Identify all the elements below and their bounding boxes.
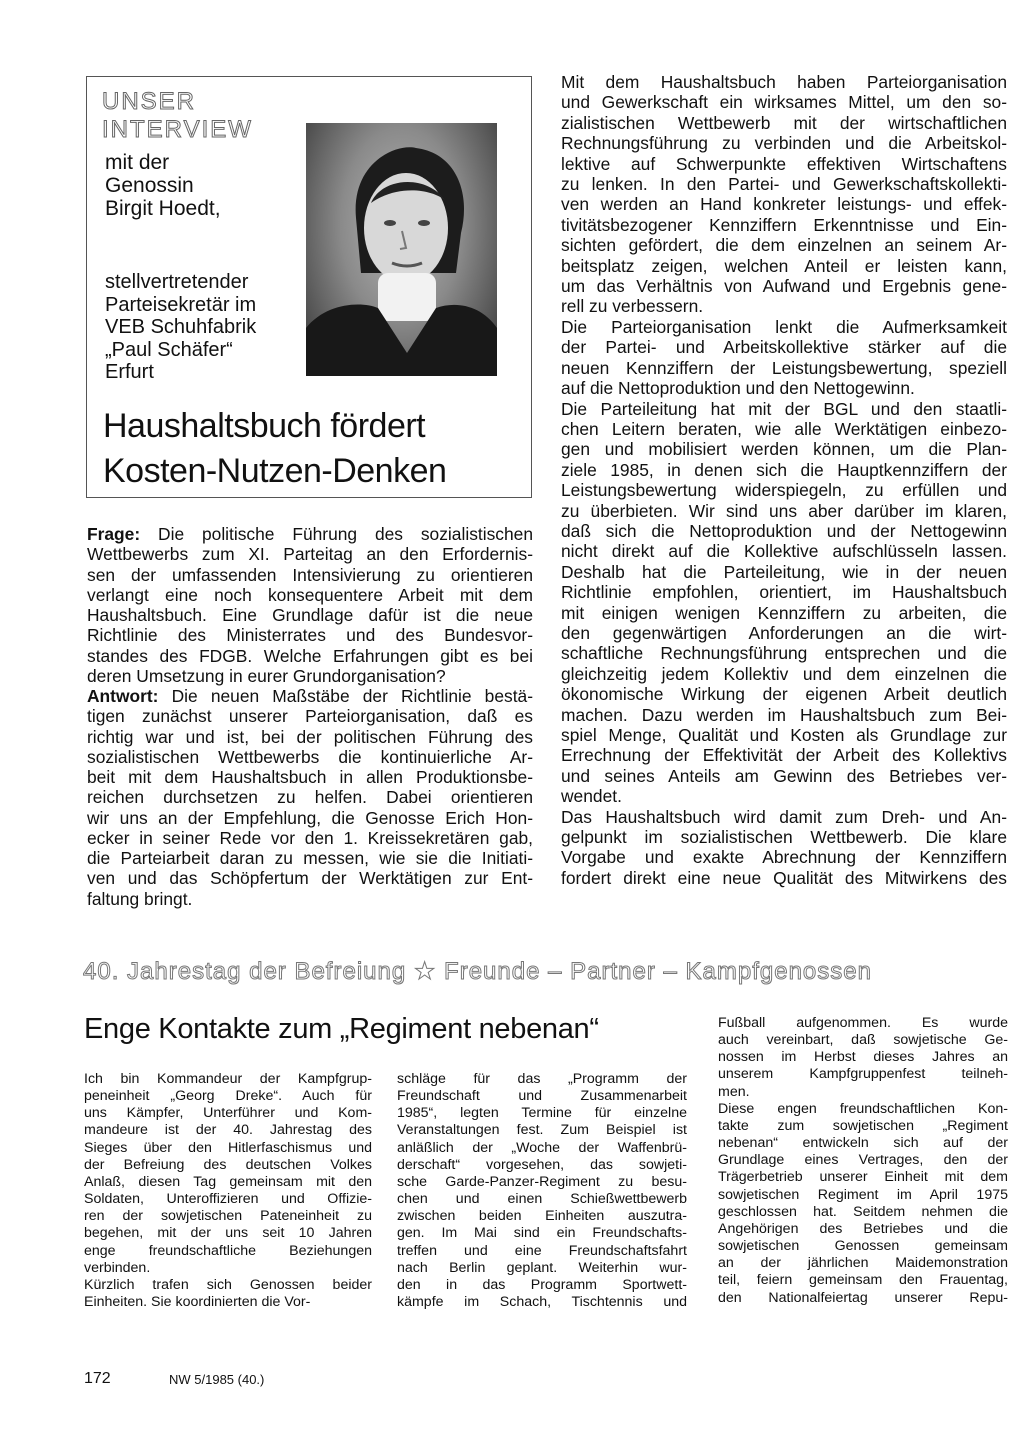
text-line: zu lenken. In den Partei- und Gewerkschaftskollekti- xyxy=(561,174,1007,195)
interviewee-role xyxy=(105,271,256,384)
article-column-3 xyxy=(718,1015,1008,1307)
paragraph xyxy=(718,1015,1008,1101)
text-line: Ich bin Kommandeur der Kampfgrup- xyxy=(84,1071,372,1087)
answer-line: die Parteiarbeit daran zu messen, wie sie die Initiati- xyxy=(87,848,533,868)
text-line: der Befreiung des deutschen Volkes xyxy=(84,1156,372,1173)
text-line: nach Berlin geplant. Weiterhin wur- xyxy=(397,1259,687,1276)
text-line: Rechnungsführung zu verbinden und die Arbeitskol- xyxy=(561,133,1007,154)
text-line: daß sich die Nettoproduktion und der Nettogewinn xyxy=(561,520,1007,541)
paragraph xyxy=(718,1101,1008,1307)
answer-line: wir uns an der Empfehlung, die Genosse Erich Hon- xyxy=(87,807,533,828)
paragraph xyxy=(561,399,1007,807)
interview-headline xyxy=(103,404,523,494)
paragraph xyxy=(561,807,1007,889)
intro-line: mit der xyxy=(105,151,170,174)
text-line: auf die Nettoproduktion und den Nettogewinn. xyxy=(561,378,915,399)
kicker-line: UNSER xyxy=(102,88,197,115)
text-line: und Gewerkschaft ein wirksames Mittel, um den so- xyxy=(561,92,1007,113)
text-line: unserem Kampfgruppenfest teilneh- xyxy=(718,1066,1008,1083)
paragraph xyxy=(561,317,1007,399)
answer-line: ven und das Schöpfertum der Werktätigen zur Ent- xyxy=(87,868,533,889)
answer-line: reichen durchsetzen zu helfen. Dabei orientieren xyxy=(87,787,533,808)
text-line: Deshalb hat die Parteileitung, wie in der neuen xyxy=(561,561,1007,582)
text-line: neuen Kennziffern der Leistungsbewertung, speziell xyxy=(561,357,1007,378)
text-line: zialistischen Wettbewerb mit der wirtschaftlichen xyxy=(561,112,1007,133)
text-line: zu überbieten. Wir sind uns aber darüber im klaren, xyxy=(561,500,1007,521)
question-line: Richtlinie des Ministerrates und des Bundesvor- xyxy=(87,625,533,646)
text-line: Trägerbetrieb unserer Einheit mit dem xyxy=(718,1169,1008,1186)
text-line: gen. Im Mai sind ein Freundschafts- xyxy=(397,1225,687,1242)
text-line: Mit dem Haushaltsbuch haben Parteiorganisation xyxy=(561,72,1007,92)
interview-kicker xyxy=(102,88,253,144)
text-line: Das Haushaltsbuch wird damit zum Dreh- und An- xyxy=(561,806,1007,827)
interviewee-intro xyxy=(105,151,221,220)
text-line: sche Garde-Panzer-Regiment zu besu- xyxy=(397,1173,687,1190)
question-first-line xyxy=(87,524,533,544)
answer-first-text: Die neuen Maßstäbe der Richtlinie bestä- xyxy=(158,686,533,706)
text-line: Anlaß, diesen Tag gemeinsam mit den xyxy=(84,1173,372,1190)
text-line: Sieges über den Hitlerfaschismus und xyxy=(84,1139,372,1156)
text-line: spiel Menge, Qualität und Kosten als Grundlage zur xyxy=(561,725,1007,745)
text-line: gleichzeitig jedem Kollektiv und dem einzelnen die xyxy=(561,663,1007,684)
role-line: Erfurt xyxy=(105,361,154,383)
text-line: nebenan“ entwickeln sich auf der xyxy=(718,1135,1008,1152)
text-line: Die Parteiorganisation lenkt die Aufmerksamkeit xyxy=(561,316,1007,337)
text-line: enge freundschaftliche Beziehungen xyxy=(84,1242,372,1259)
text-line: Vorgabe und exakte Abrechnung der Kennziffern xyxy=(561,847,1007,868)
question-line: verlangt eine noch konsequentere Arbeit mit dem xyxy=(87,584,533,605)
text-line: kämpfe im Schach, Tischtennis und xyxy=(397,1294,687,1311)
text-line: tivitätsbezogener Kennziffern Erkenntnisse und Ein- xyxy=(561,214,1007,235)
text-line: men. xyxy=(718,1083,750,1100)
text-line: schläge für das „Programm der xyxy=(397,1071,687,1087)
text-line: schaftliche Rechnungsführung entsprechen und die xyxy=(561,643,1007,664)
text-line: auch vereinbart, daß sowjetische Ge- xyxy=(718,1032,1008,1049)
answer-line: richtig war und ist, bei der politischen Führung des xyxy=(87,726,533,747)
text-line: Veranstaltungen fest. Zum Beispiel ist xyxy=(397,1122,687,1139)
text-line: ven werden an Hand konkreter leistungs- und effek- xyxy=(561,194,1007,215)
text-line: den Nationalfeiertag unserer Repu- xyxy=(718,1289,1008,1306)
text-line: fordert direkt eine neue Qualität des Mitwirkens des xyxy=(561,867,1007,888)
answer-line: ecker in seiner Rede vor den 1. Kreissekretären gab, xyxy=(87,827,533,848)
text-line: Grundlage eines Vertrages, den der xyxy=(718,1152,1008,1169)
text-line: ökonomische Wirkung der eigenen Arbeit deutlich xyxy=(561,684,1007,705)
text-line: nicht direkt auf die Kollektive aufschlüsseln lassen. xyxy=(561,541,1007,562)
text-line: Freundschaft und Zusammenarbeit xyxy=(397,1088,687,1105)
text-line: verbinden. xyxy=(84,1259,151,1276)
text-line: Errechnung der Effektivität der Arbeit des Kollektivs xyxy=(561,745,1007,766)
text-line: Die Parteileitung hat mit der BGL und den staatli- xyxy=(561,398,1007,419)
text-line: mit einigen wenigen Kennziffern zu arbeiten, die xyxy=(561,602,1007,623)
text-line: beitsplatz zeigen, welchen Anteil er leisten kann, xyxy=(561,255,1007,276)
text-line: takte zum sowjetischen „Regiment xyxy=(718,1117,1008,1134)
text-line: chen Leitern beraten, wie alle Werktätigen einbezo- xyxy=(561,418,1007,439)
portrait-photo xyxy=(306,123,497,376)
text-line: der Partei- und Arbeitskollektive stärker auf die xyxy=(561,337,1007,358)
answer xyxy=(87,686,533,909)
question-line: sen der umfassenden Intensivierung zu orientieren xyxy=(87,564,533,585)
issue-reference: NW 5/1985 (40.) xyxy=(169,1372,265,1387)
role-line: „Paul Schäfer“ xyxy=(105,338,233,361)
text-line: nossen im Herbst dieses Jahres an xyxy=(718,1049,1008,1066)
text-line: 1985“, legten Termine für einzelne xyxy=(397,1105,687,1122)
text-line: uns Kämpfer, Unterführer und Kom- xyxy=(84,1105,372,1122)
page-number: 172 xyxy=(84,1370,111,1387)
article-column-1 xyxy=(84,1071,372,1311)
text-line: gelpunkt im sozialistischen Wettbewerb. Die klare xyxy=(561,827,1007,848)
text-line: chen und einen Schießwettbewerb xyxy=(397,1191,687,1208)
text-line: Fußball aufgenommen. Es wurde xyxy=(718,1015,1008,1031)
text-line: peneinheit „Georg Dreke“. Auch für xyxy=(84,1088,372,1105)
text-line: mandeure ist der 40. Jahrestag des xyxy=(84,1122,372,1139)
paragraph xyxy=(397,1071,687,1311)
kicker-line: INTERVIEW xyxy=(102,116,253,143)
text-line: wendet. xyxy=(561,786,622,807)
text-line: Richtlinie empfohlen, orientiert, im Haushaltsbuch xyxy=(561,582,1007,603)
text-line: Kürzlich trafen sich Genossen beider xyxy=(84,1276,372,1293)
question-line: deren Umsetzung in eurer Grundorganisation? xyxy=(87,665,446,686)
text-line: teil, feiern gemeinsam den Frauentag, xyxy=(718,1272,1008,1289)
text-line: an der jährlichen Maidemonstration xyxy=(718,1255,1008,1272)
text-line: Leistungsbewertung widerspiegeln, zu erfüllen und xyxy=(561,480,1007,501)
intro-line: Birgit Hoedt, xyxy=(105,197,221,220)
article-column-2 xyxy=(397,1071,687,1311)
question-label: Frage: xyxy=(87,524,141,544)
headline-line: Kosten-Nutzen-Denken xyxy=(103,452,447,490)
headline-line: Haushaltsbuch fördert xyxy=(103,407,426,445)
text-line: treffen und eine Freundschaftsfahrt xyxy=(397,1242,687,1259)
text-line: ren der sowjetischen Pateneinheit zu xyxy=(84,1208,372,1225)
paragraph xyxy=(84,1277,372,1311)
text-line: sowjetischen Genossen gemeinsam xyxy=(718,1238,1008,1255)
answer-line: beit mit dem Haushaltsbuch in allen Produktionsbe- xyxy=(87,767,533,787)
role-line: stellvertretender xyxy=(105,271,249,293)
text-line: derschaft“ vorgesehen, das sowjeti- xyxy=(397,1156,687,1173)
text-line: um das Verhältnis von Aufwand und Ergebnis gene- xyxy=(561,276,1007,297)
text-line: gen und mobilisiert werden können, um die Plan- xyxy=(561,439,1007,460)
answer-first-line xyxy=(87,686,533,706)
text-line: den gegenwärtigen Anforderungen an die wirt- xyxy=(561,622,1007,643)
text-line: Einheiten. Sie koordinierten die Vor- xyxy=(84,1294,311,1311)
paragraph xyxy=(84,1071,372,1277)
text-line: zwischen beiden Einheiten auszutra- xyxy=(397,1208,687,1225)
text-line: und seines Anteils am Gewinn des Betriebes ver- xyxy=(561,765,1007,786)
question-line: standes des FDGB. Welche Erfahrungen gibt es bei xyxy=(87,645,533,666)
text-line: Diese engen freundschaftlichen Kon- xyxy=(718,1100,1008,1117)
question-line: Haushaltsbuch. Eine Grundlage dafür ist die neue xyxy=(87,605,533,625)
role-line: Parteisekretär im xyxy=(105,293,257,316)
paragraph xyxy=(561,72,1007,317)
answer-line: tigen zunächst unserer Parteiorganisation, daß es xyxy=(87,706,533,727)
text-line: Soldaten, Unteroffizieren und Offizie- xyxy=(84,1191,372,1208)
text-line: anläßlich der „Woche der Waffenbrü- xyxy=(397,1139,687,1156)
interview-right-column xyxy=(561,72,1007,888)
intro-line: Genossin xyxy=(105,174,194,197)
text-line: den in das Programm Sportwett- xyxy=(397,1276,687,1293)
text-line: sowjetischen Regiment im April 1975 xyxy=(718,1186,1008,1203)
question-first-text: Die politische Führung des sozialistischen xyxy=(140,524,533,544)
text-line: lektive auf Schwerpunkte effektiven Wirtschaftens xyxy=(561,153,1007,174)
text-line: machen. Dazu werden im Haushaltsbuch zum Bei- xyxy=(561,704,1007,725)
answer-line: sozialistischen Wettbewerbs die kontinuierliche Ar- xyxy=(87,746,533,767)
anniversary-banner: 40. Jahrestag der Befreiung ★ Freunde – Partner – Kampfgenossen xyxy=(83,958,872,985)
text-line: rell zu verbessern. xyxy=(561,296,704,317)
role-line: VEB Schuhfabrik xyxy=(105,316,257,338)
answer-line: faltung bringt. xyxy=(87,888,193,909)
text-line: begehen, mit der uns seit 10 Jahren xyxy=(84,1225,372,1242)
text-line: sichten gefördert, die dem einzelnen an seinem Ar- xyxy=(561,235,1007,256)
text-line: geschlossen hat. Seitdem nehmen die xyxy=(718,1203,1008,1220)
text-line: Angehörigen des Betriebes und die xyxy=(718,1220,1008,1237)
text-line: ziele 1985, in denen sich die Hauptkennziffern der xyxy=(561,459,1007,480)
question xyxy=(87,524,533,686)
interview-text xyxy=(87,524,533,909)
question-line: Wettbewerbs zum XI. Parteitag an den Erfordernis- xyxy=(87,544,533,565)
answer-label: Antwort: xyxy=(87,686,159,706)
article-headline: Enge Kontakte zum „Regiment nebenan“ xyxy=(84,1013,599,1045)
